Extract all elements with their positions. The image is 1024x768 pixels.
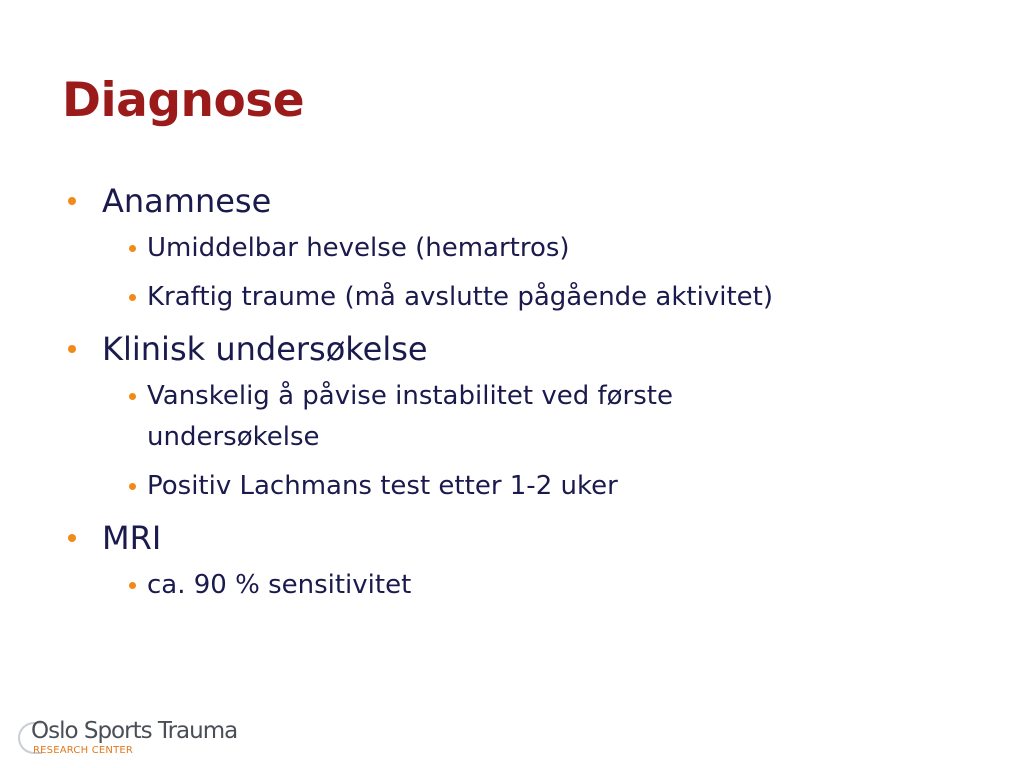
bullet-dot (68, 534, 76, 542)
sub-bullet-item (102, 466, 827, 507)
bullet-item-mri (62, 515, 962, 606)
sub-bullet-text: Positiv Lachmans test etter 1-2 uker (147, 471, 618, 501)
bullet-item-klinisk-undersokelse (62, 326, 962, 507)
sub-bullet-item (102, 277, 827, 318)
bullet-dot (129, 483, 136, 490)
bullet-dot (68, 345, 76, 353)
sub-bullet-text: ca. 90 % sensitivitet (147, 570, 412, 600)
sub-bullet-item (102, 228, 827, 269)
sub-bullet-text: Kraftig traume (må avslutte pågående aktivitet) (147, 282, 773, 312)
bullet-list (62, 178, 962, 614)
oslo-sports-trauma-logo (18, 716, 268, 760)
logo-subtitle: RESEARCH CENTER (33, 745, 134, 756)
bullet-dot (129, 245, 136, 252)
slide-title: Diagnose (62, 73, 305, 128)
sub-bullet-text: Umiddelbar hevelse (hemartros) (147, 233, 570, 263)
bullet-dot (129, 294, 136, 301)
bullet-dot (129, 393, 136, 400)
sub-bullet-item (102, 565, 827, 606)
sub-bullet-list (102, 228, 962, 318)
sub-bullet-text: Vanskelig å påvise instabilitet ved første undersøkelse (147, 381, 673, 452)
sub-bullet-list (102, 376, 962, 507)
bullet-text: MRI (102, 519, 162, 557)
sub-bullet-item (102, 376, 827, 458)
bullet-text: Klinisk undersøkelse (102, 330, 428, 368)
logo-name: Oslo Sports Trauma (31, 718, 238, 744)
sub-bullet-list (102, 565, 962, 606)
bullet-item-anamnese (62, 178, 962, 318)
bullet-text: Anamnese (102, 182, 272, 220)
bullet-dot (129, 582, 136, 589)
bullet-dot (68, 197, 76, 205)
